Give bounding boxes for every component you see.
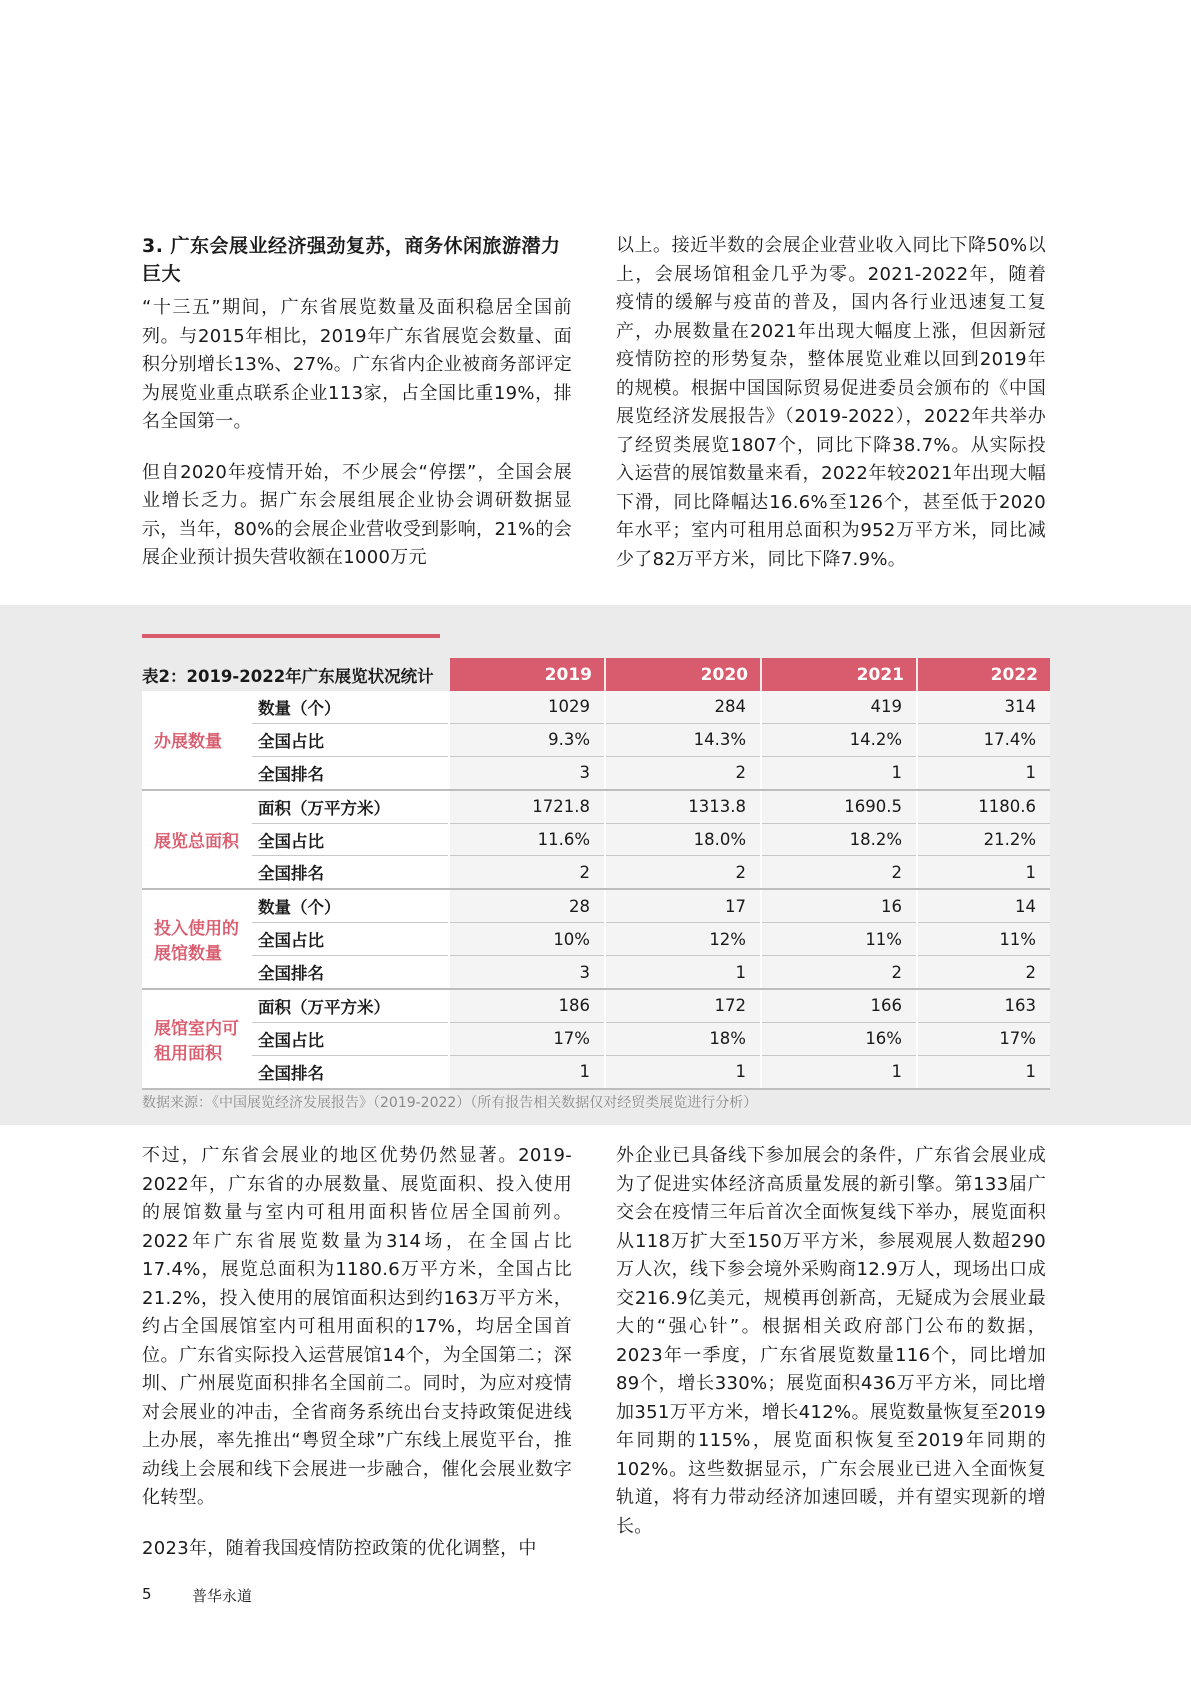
cell: 17% [917,1022,1050,1055]
table-row [142,856,1050,889]
row-label: 数量（个） [252,691,449,723]
table-source-note: 数据来源：《中国展览经济发展报告》（2019-2022）（所有报告相关数据仅对经贸类展览进行分析） [142,1095,758,1111]
row-label: 全国占比 [252,723,449,756]
cell: 1690.5 [761,790,917,823]
cell: 1 [917,856,1050,889]
cell: 1 [761,1055,917,1088]
cell: 18.2% [761,823,917,856]
cell: 1721.8 [449,790,605,823]
cell: 2 [605,856,761,889]
stats-table [142,658,1050,1090]
paragraph: 2023年，随着我国疫情防控政策的优化调整，中 [142,1537,537,1559]
table-row [142,956,1050,989]
cell: 1313.8 [605,790,761,823]
table-row [142,723,1050,756]
cell: 21.2% [917,823,1050,856]
cell: 1029 [449,691,605,723]
cell: 14.3% [605,723,761,756]
table-row [142,989,1050,1022]
table-row [142,1022,1050,1055]
year-header: 2021 [761,658,917,691]
cell: 186 [449,989,605,1022]
cell: 11% [917,923,1050,956]
row-label: 全国排名 [252,956,449,989]
cell: 10% [449,923,605,956]
cell: 16 [761,889,917,922]
paragraph: 以上。接近半数的会展企业营业收入同比下降50%以上，会展场馆租金几乎为零。2021-2022年，随着疫情的缓解与疫苗的普及，国内各行业迅速复工复产，办展数量在2021年出现大幅度上涨，但因新冠疫情防控的形势复杂，整体展览业难以回到2019年的规模。根据中国国际贸易促进委员会颁布的《中国展览经济发展报告》（2019-2022），2022年共举办了经贸类展览1807个，同比下降38.7%。从实际投入运营的展馆数量来看，2022年较2021年出现大幅下滑，同比降幅达16.6%至126个，甚至低于2020年水平；室内可租用总面积为952万平方米，同比减少了82万平方米，同比下降7.9%。 [616,235,1046,570]
table-header-row [142,658,1050,691]
cell: 1 [605,956,761,989]
section-heading: 3. 广东会展业经济强劲复苏，商务休闲旅游潜力巨大 [142,235,561,285]
cell: 1 [761,756,917,789]
row-label: 全国排名 [252,856,449,889]
table-row [142,691,1050,723]
top-left-column [142,232,572,595]
cell: 11.6% [449,823,605,856]
year-header: 2020 [605,658,761,691]
table-row [142,790,1050,823]
row-label: 面积（万平方米） [252,790,449,823]
page-number: 5 [142,1585,152,1603]
year-header: 2022 [917,658,1050,691]
group-label: 办展数量 [142,691,252,790]
cell: 3 [449,756,605,789]
row-label: 全国排名 [252,756,449,789]
cell: 9.3% [449,723,605,756]
group-label: 展馆室内可租用面积 [142,989,252,1089]
footer-brand: 普华永道 [192,1587,253,1605]
cell: 419 [761,691,917,723]
cell: 14.2% [761,723,917,756]
row-label: 全国占比 [252,923,449,956]
cell: 2 [917,956,1050,989]
paragraph: “十三五”期间，广东省展览数量及面积稳居全国前列。与2015年相比，2019年广东省展览会数量、面积分别增长13%、27%。广东省内企业被商务部评定为展览业重点联系企业113家，占全国比重19%，排名全国第一。 [142,297,572,432]
cell: 18% [605,1022,761,1055]
bottom-left-column [142,1142,572,1585]
cell: 17 [605,889,761,922]
table-row [142,756,1050,789]
paragraph: 外企业已具备线下参加展会的条件，广东省会展业成为了促进实体经济高质量发展的新引擎。第133届广交会在疫情三年后首次全面恢复线下举办，展览面积从118万扩大至150万平方米，参展观展人数超290万人次，线下参会境外采购商12.9万人，现场出口成交216.9亿美元，规模再创新高，无疑成为会展业最大的“强心针”。根据相关政府部门公布的数据，2023年一季度，广东省展览数量116个，同比增加89个，增长330%；展览面积436万平方米，同比增加351万平方米，增长412%。展览数量恢复至2019年同期的115%，展览面积恢复至2019年同期的102%。这些数据显示，广东会展业已进入全面恢复轨道，将有力带动经济加速回暖，并有望实现新的增长。 [616,1145,1046,1537]
cell: 1 [605,1055,761,1088]
bottom-right-column [616,1142,1046,1563]
accent-line [142,634,440,638]
table-row [142,823,1050,856]
cell: 2 [449,856,605,889]
year-header: 2019 [449,658,605,691]
cell: 18.0% [605,823,761,856]
top-right-column [616,232,1046,596]
group-label: 展览总面积 [142,790,252,890]
row-label: 数量（个） [252,889,449,922]
table-row [142,923,1050,956]
table-row [142,1055,1050,1088]
cell: 1 [917,1055,1050,1088]
cell: 166 [761,989,917,1022]
cell: 2 [605,756,761,789]
cell: 2 [761,856,917,889]
cell: 314 [917,691,1050,723]
cell: 284 [605,691,761,723]
cell: 2 [761,956,917,989]
row-label: 全国排名 [252,1055,449,1088]
cell: 1180.6 [917,790,1050,823]
paragraph: 不过，广东省会展业的地区优势仍然显著。2019-2022年，广东省的办展数量、展览面积、投入使用的展馆数量与室内可租用面积皆位居全国前列。2022年广东省展览数量为314场，在全国占比17.4%，展览总面积为1180.6万平方米，全国占比21.2%，投入使用的展馆面积达到约163万平方米，约占全国展馆室内可租用面积的17%，均居全国首位。广东省实际投入运营展馆14个，为全国第二；深圳、广州展览面积排名全国前二。同时，为应对疫情对会展业的冲击，全省商务系统出台支持政策促进线上办展，率先推出“粤贸全球”广东线上展览平台，推动线上会展和线下会展进一步融合，催化会展业数字化转型。 [142,1145,572,1508]
cell: 14 [917,889,1050,922]
cell: 163 [917,989,1050,1022]
row-label: 面积（万平方米） [252,989,449,1022]
row-label: 全国占比 [252,1022,449,1055]
cell: 28 [449,889,605,922]
group-label: 投入使用的展馆数量 [142,889,252,989]
cell: 11% [761,923,917,956]
paragraph: 但自2020年疫情开始，不少展会“停摆”，全国会展业增长乏力。据广东会展组展企业协会调研数据显示，当年，80%的会展企业营收受到影响，21%的会展企业预计损失营收额在1000万元 [142,461,572,568]
table-title: 表2：2019-2022年广东展览状况统计 [142,666,434,686]
cell: 172 [605,989,761,1022]
cell: 1 [449,1055,605,1088]
cell: 12% [605,923,761,956]
cell: 1 [917,756,1050,789]
cell: 16% [761,1022,917,1055]
row-label: 全国占比 [252,823,449,856]
cell: 17% [449,1022,605,1055]
table-row [142,889,1050,922]
cell: 17.4% [917,723,1050,756]
cell: 3 [449,956,605,989]
